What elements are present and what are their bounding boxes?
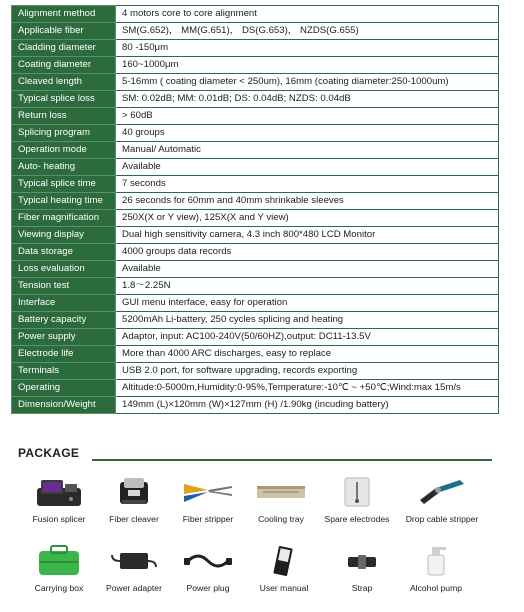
package-item-fiber-stripper xyxy=(166,474,250,524)
package-item-power-plug xyxy=(166,543,250,593)
spec-value: SM(G.652)， MM(G.651)， DS(G.653)， NZDS(G.655) xyxy=(116,23,499,40)
spec-value: 5200mAh Li-battery, 250 cycles splicing and heating xyxy=(116,312,499,329)
package-item-carrying-box xyxy=(17,543,101,593)
package-item-spare-electrodes xyxy=(315,474,399,524)
spec-label: Tension test xyxy=(12,278,116,295)
spec-value: 40 groups xyxy=(116,125,499,142)
spec-label: Cladding diameter xyxy=(12,40,116,57)
spec-label: Interface xyxy=(12,295,116,312)
spec-value: GUI menu interface, easy for operation xyxy=(116,295,499,312)
package-item-label: Strap xyxy=(351,583,373,593)
spec-label: Typical heating time xyxy=(12,193,116,210)
spec-value: 7 seconds xyxy=(116,176,499,193)
package-item-user-manual xyxy=(242,543,326,593)
package-item-cooling-tray xyxy=(239,474,323,524)
spec-value: Manual/ Automatic xyxy=(116,142,499,159)
spec-label: Electrode life xyxy=(12,346,116,363)
spec-value: Dual high sensitivity camera, 4.3 inch 800*480 LCD Monitor xyxy=(116,227,499,244)
spec-row xyxy=(12,312,499,329)
spec-label: Operation mode xyxy=(12,142,116,159)
spec-label: Auto- heating xyxy=(12,159,116,176)
spec-value: Adaptor, input: AC100-240V(50/60HZ),output: DC11-13.5V xyxy=(116,329,499,346)
spec-label: Fiber magnification xyxy=(12,210,116,227)
spec-row xyxy=(12,329,499,346)
spec-label: Alignment method xyxy=(12,6,116,23)
spec-row xyxy=(12,40,499,57)
spec-label: Terminals xyxy=(12,363,116,380)
power-adapter-icon xyxy=(106,543,162,579)
spec-row xyxy=(12,108,499,125)
package-item-drop-cable-stripper xyxy=(400,474,484,524)
carrying-box-icon xyxy=(31,543,87,579)
spec-label: Battery capacity xyxy=(12,312,116,329)
fiber-stripper-icon xyxy=(180,474,236,510)
spec-value: 80 -150μm xyxy=(116,40,499,57)
power-plug-icon xyxy=(180,543,236,579)
spec-value: 5-16mm ( coating diameter < 250um), 16mm (coating diameter:250-1000um) xyxy=(116,74,499,91)
spec-row xyxy=(12,363,499,380)
spec-row xyxy=(12,23,499,40)
spec-value: 4 motors core to core alignment xyxy=(116,6,499,23)
spec-label: Applicable fiber xyxy=(12,23,116,40)
fiber-cleaver-icon xyxy=(106,474,162,510)
package-item-label: Power plug xyxy=(186,583,230,593)
package-title: PACKAGE xyxy=(18,446,80,460)
spec-row xyxy=(12,125,499,142)
spec-value: > 60dB xyxy=(116,108,499,125)
user-manual-icon xyxy=(256,543,312,579)
spec-row xyxy=(12,91,499,108)
spec-value: Altitude:0-5000m,Humidity:0-95%,Temperature:-10℃ ~ +50℃;Wind:max 15m/s xyxy=(116,380,499,397)
package-item-power-adapter xyxy=(92,543,176,593)
spec-row xyxy=(12,193,499,210)
spec-value: More than 4000 ARC discharges, easy to replace xyxy=(116,346,499,363)
spec-label: Loss evaluation xyxy=(12,261,116,278)
spec-value: 250X(X or Y view), 125X(X and Y view) xyxy=(116,210,499,227)
package-item-strap xyxy=(320,543,404,593)
spec-row xyxy=(12,244,499,261)
spec-value: Available xyxy=(116,159,499,176)
alcohol-pump-icon xyxy=(408,543,464,579)
spec-label: Data storage xyxy=(12,244,116,261)
spec-row xyxy=(12,397,499,414)
spec-label: Dimension/Weight xyxy=(12,397,116,414)
spec-row xyxy=(12,295,499,312)
package-item-label: Spare electrodes xyxy=(324,514,390,524)
spec-label: Typical splice loss xyxy=(12,91,116,108)
package-item-label: Fiber cleaver xyxy=(109,514,159,524)
package-item-label: Power adapter xyxy=(106,583,162,593)
spec-table-body xyxy=(12,6,499,414)
spec-label: Operating xyxy=(12,380,116,397)
spec-value: Available xyxy=(116,261,499,278)
spec-row xyxy=(12,176,499,193)
spec-value: 1.8～2.25N xyxy=(116,278,499,295)
strap-icon xyxy=(334,543,390,579)
spec-row xyxy=(12,210,499,227)
spec-value: 160~1000μm xyxy=(116,57,499,74)
spec-label: Splicing program xyxy=(12,125,116,142)
spec-row xyxy=(12,278,499,295)
spec-label: Return loss xyxy=(12,108,116,125)
spec-table xyxy=(11,5,499,414)
spec-label: Typical splice time xyxy=(12,176,116,193)
package-item-label: Cooling tray xyxy=(258,514,304,524)
package-item-label: Alcohol pump xyxy=(409,583,463,593)
spare-electrodes-icon xyxy=(329,474,385,510)
spec-row xyxy=(12,142,499,159)
spec-value: 26 seconds for 60mm and 40mm shrinkable sleeves xyxy=(116,193,499,210)
package-item-fusion-splicer xyxy=(17,474,101,524)
spec-value: 149mm (L)×120mm (W)×127mm (H) /1.90kg (incuding battery) xyxy=(116,397,499,414)
spec-row xyxy=(12,159,499,176)
package-item-label: Fiber stripper xyxy=(182,514,234,524)
package-divider xyxy=(92,459,492,461)
spec-label: Coating diameter xyxy=(12,57,116,74)
spec-label: Viewing display xyxy=(12,227,116,244)
cooling-tray-icon xyxy=(253,474,309,510)
package-item-label: User manual xyxy=(259,583,309,593)
package-item-label: Fusion splicer xyxy=(32,514,86,524)
spec-row xyxy=(12,6,499,23)
spec-row xyxy=(12,227,499,244)
package-item-alcohol-pump xyxy=(394,543,478,593)
drop-cable-stripper-icon xyxy=(414,474,470,510)
spec-row xyxy=(12,261,499,278)
package-item-label: Carrying box xyxy=(34,583,84,593)
spec-row xyxy=(12,346,499,363)
spec-value: 4000 groups data records xyxy=(116,244,499,261)
spec-row xyxy=(12,380,499,397)
spec-row xyxy=(12,74,499,91)
spec-label: Power supply xyxy=(12,329,116,346)
package-item-label: Drop cable stripper xyxy=(405,514,479,524)
spec-value: SM: 0.02dB; MM: 0.01dB; DS: 0.04dB; NZDS: 0.04dB xyxy=(116,91,499,108)
fusion-splicer-icon xyxy=(31,474,87,510)
package-item-fiber-cleaver xyxy=(92,474,176,524)
spec-label: Cleaved length xyxy=(12,74,116,91)
spec-row xyxy=(12,57,499,74)
spec-value: USB 2.0 port, for software upgrading, records exporting xyxy=(116,363,499,380)
